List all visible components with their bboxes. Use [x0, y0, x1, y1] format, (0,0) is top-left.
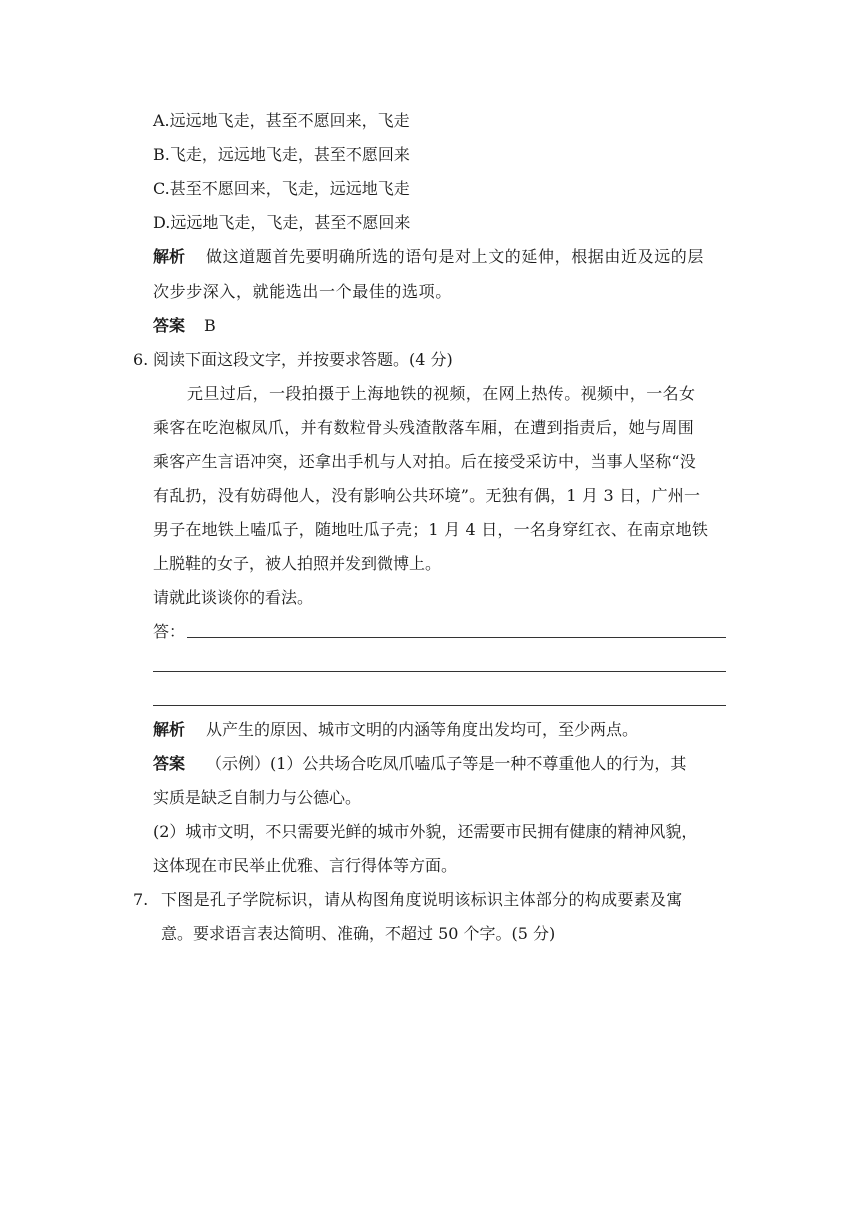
- q6-answer-line-4: 这体现在市民举止优雅、言行得体等方面。: [153, 856, 458, 875]
- q6-answer-line-3: (2）城市文明，不只需要光鲜的城市外貌，还需要市民拥有健康的精神风貌，: [153, 822, 698, 841]
- q6-passage-line-4: 有乱扔，没有妨碍他人，没有影响公共环境”。无独有偶，1 月 3 日，广州一: [153, 486, 701, 505]
- q5-analysis-text-cont: 次步步深入，就能选出一个最佳的选项。: [153, 282, 452, 301]
- q6-answer-prefix: 答：: [153, 622, 186, 641]
- q6-answer-line-2: 实质是缺乏自制力与公德心。: [153, 788, 362, 807]
- q6-answer-label: 答案: [153, 754, 186, 773]
- q6-passage-line-6: 上脱鞋的女子，被人拍照并发到微博上。: [153, 554, 442, 573]
- q5-answer-label: 答案: [153, 316, 186, 335]
- answer-line-1[interactable]: [187, 637, 726, 638]
- q5-answer-value: B: [204, 316, 216, 335]
- answer-line-3[interactable]: [153, 705, 726, 706]
- q6-instruction: 请就此谈谈你的看法。: [153, 588, 314, 607]
- q5-analysis-label: 解析: [153, 247, 186, 266]
- option-b: B.飞走，远远地飞走，甚至不愿回来: [153, 145, 410, 164]
- option-c: C.甚至不愿回来，飞走，远远地飞走: [153, 179, 410, 198]
- q6-passage-line-1: 元旦过后，一段拍摄于上海地铁的视频，在网上热传。视频中，一名女: [187, 384, 696, 403]
- q6-number: 6.: [133, 350, 149, 369]
- q7-text-line-1: 下图是孔子学院标识，请从构图角度说明该标识主体部分的构成要素及寓: [161, 890, 683, 909]
- q6-prompt: 阅读下面这段文字，并按要求答题。(4 分): [153, 350, 453, 369]
- q7-text-line-2: 意。要求语言表达简明、准确，不超过 50 个字。(5 分): [161, 924, 556, 943]
- option-d: D.远远地飞走，飞走，甚至不愿回来: [153, 213, 411, 232]
- q6-answer-line-1: （示例）(1）公共场合吃凤爪嗑瓜子等是一种不尊重他人的行为，其: [206, 754, 687, 773]
- q6-analysis-label: 解析: [153, 720, 186, 739]
- q6-passage-line-2: 乘客在吃泡椒凤爪，并有数粒骨头残渣散落车厢，在遭到指责后，她与周围: [153, 418, 695, 437]
- q5-analysis-text: 做这道题首先要明确所选的语句是对上文的延伸，根据由近及远的层: [206, 247, 705, 266]
- q6-passage-line-5: 男子在地铁上嗑瓜子，随地吐瓜子壳；1 月 4 日，一名身穿红衣、在南京地铁: [153, 520, 709, 539]
- answer-line-2[interactable]: [153, 671, 726, 672]
- q6-passage-line-3: 乘客产生言语冲突，还拿出手机与人对拍。后在接受采访中，当事人坚称“没: [153, 452, 696, 471]
- q7-number: 7.: [133, 890, 149, 909]
- option-a: A.远远地飞走，甚至不愿回来，飞走: [153, 111, 410, 130]
- q6-analysis-text: 从产生的原因、城市文明的内涵等角度出发均可，至少两点。: [206, 720, 639, 739]
